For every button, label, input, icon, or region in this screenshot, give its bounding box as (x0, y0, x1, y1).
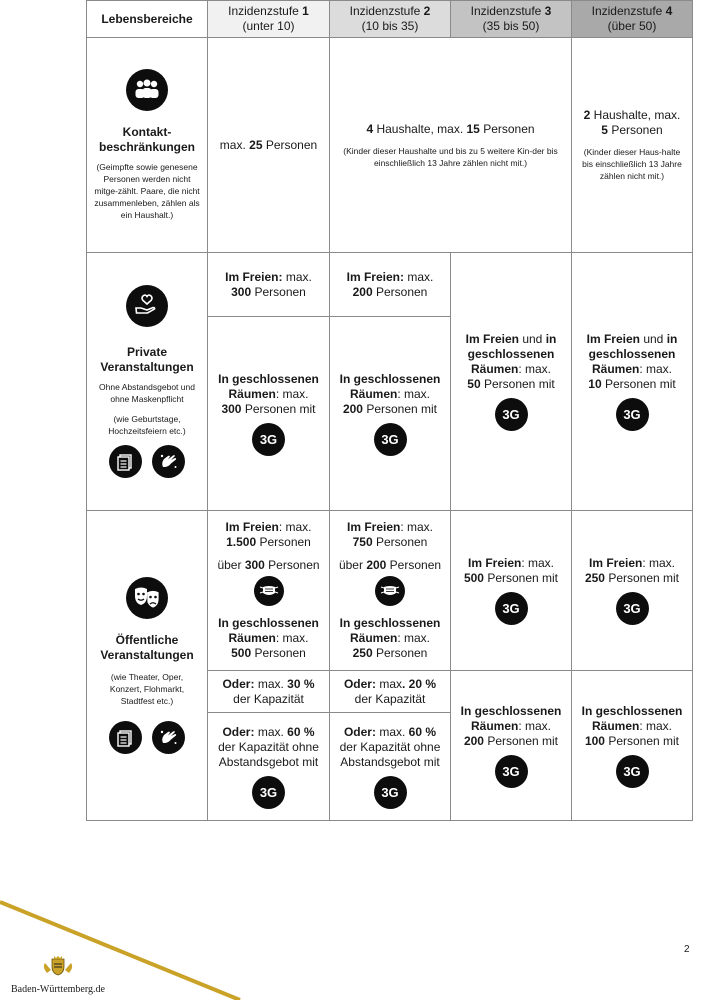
oeffentlich-stufe-2-oder-1: Oder: max. 20 % der Kapazität (330, 671, 451, 713)
oeffentlich-stufe-2-top: Im Freien: max. 750 Personen über 200 Personen In geschlossenen Räumen: max. 250 Personen (330, 511, 451, 671)
logo-text: Baden-Württemberg.de (11, 984, 105, 995)
privat-stufe-2-outdoor: Im Freien: max. 200 Personen (330, 253, 451, 317)
oeffentlich-stufe-4-indoor: In geschlossenen Räumen: max. 100 Personen mit 3G (572, 671, 693, 821)
row-oeffentlich-1 (87, 511, 693, 671)
badge-3g: 3G (495, 755, 528, 788)
badge-3g: 3G (616, 398, 649, 431)
face-mask-icon (254, 576, 284, 606)
privat-stufe-3: Im Freien und in geschlossenen Räumen: max. 50 Personen mit 3G (451, 253, 572, 511)
row-kontakt (87, 38, 693, 253)
rules-table (86, 0, 693, 821)
privat-note-1: Ohne Abstandsgebot und ohne Maskenpflicht (99, 382, 195, 404)
header-lebensbereiche: Lebensbereiche (87, 1, 208, 38)
header-stufe-4: Inzidenzstufe 4 (über 50) (572, 1, 693, 38)
privat-icons (93, 445, 201, 478)
header-stufe-3: Inzidenzstufe 3 (35 bis 50) (451, 1, 572, 38)
kontakt-note-4: (Kinder dieser Haus-halte bis einschließlich 13 Jahre zählen nicht mit.) (582, 147, 682, 181)
badge-3g: 3G (252, 423, 285, 456)
kontakt-label-cell (87, 38, 208, 253)
privat-stufe-1-indoor: In geschlossenen Räumen: max. 300 Personen mit 3G (208, 317, 330, 511)
header-stufe-2: Inzidenzstufe 2 (10 bis 35) (330, 1, 451, 38)
oeffentlich-stufe-2-oder-2: Oder: max. 60 % der Kapazität ohne Abstandsgebot mit 3G (330, 713, 451, 821)
kontakt-label: Kontakt- beschränkungen (98, 125, 196, 154)
theater-masks-icon (126, 577, 168, 619)
privat-stufe-4: Im Freien und in geschlossenen Räumen: max. 10 Personen mit 3G (572, 253, 693, 511)
header-stufe-1: Inzidenzstufe 1 (unter 10) (208, 1, 330, 38)
oeffentlich-stufe-3-indoor: In geschlossenen Räumen: max. 200 Personen mit 3G (451, 671, 572, 821)
hand-wash-icon (152, 445, 185, 478)
people-group-icon (126, 69, 168, 111)
oeffentlich-stufe-4-outdoor: Im Freien: max. 250 Personen mit 3G (572, 511, 693, 671)
badge-3g: 3G (495, 398, 528, 431)
privat-stufe-1-outdoor: Im Freien: max. 300 Personen (208, 253, 330, 317)
oeffentlich-stufe-3-outdoor: Im Freien: max. 500 Personen mit 3G (451, 511, 572, 671)
oeffentlich-note: (wie Theater, Oper, Konzert, Flohmarkt, Stadtfest etc.) (109, 672, 185, 706)
heart-hand-icon (126, 285, 168, 327)
privat-label: Private Veranstaltungen (100, 345, 194, 374)
header-row (87, 1, 693, 38)
badge-3g: 3G (616, 592, 649, 625)
privat-label-cell (87, 253, 208, 511)
badge-3g: 3G (616, 755, 649, 788)
kontakt-stufe-4: 2 Haushalte, max. 5 Personen (Kinder dieser Haus-halte bis einschließlich 13 Jahre zählen nicht mit.) (572, 38, 693, 253)
face-mask-icon (375, 576, 405, 606)
badge-3g: 3G (252, 776, 285, 809)
document-list-icon (109, 445, 142, 478)
page-number: 2 (684, 944, 690, 955)
baden-wuerttemberg-logo (8, 955, 108, 995)
privat-note-2: (wie Geburtstage, Hochzeitsfeiern etc.) (108, 414, 186, 436)
oeffentlich-stufe-1-top: Im Freien: max. 1.500 Personen über 300 Personen In geschlossenen Räumen: max. 500 Personen (208, 511, 330, 671)
kontakt-note-2-3: (Kinder dieser Haushalte und bis zu 5 weitere Kin-der bis einschließlich 13 Jahre zählen nicht mit.) (343, 145, 558, 168)
oeffentlich-stufe-1-oder-2: Oder: max. 60 % der Kapazität ohne Abstandsgebot mit 3G (208, 713, 330, 821)
kontakt-stufe-1: max. 25 Personen (208, 38, 330, 253)
badge-3g: 3G (495, 592, 528, 625)
row-privat-1 (87, 253, 693, 317)
badge-3g: 3G (374, 423, 407, 456)
document-list-icon (109, 721, 142, 754)
badge-3g: 3G (374, 776, 407, 809)
hand-wash-icon (152, 721, 185, 754)
oeffentlich-label: Öffentliche Veranstaltungen (100, 633, 194, 662)
kontakt-stufe-2-3: 4 Haushalte, max. 15 Personen (Kinder dieser Haushalte und bis zu 5 weitere Kin-der bis einschließlich 13 Jahre zählen nicht mit.) (330, 38, 572, 253)
oeffentlich-label-cell (87, 511, 208, 821)
oeffentlich-icons (93, 721, 201, 754)
privat-stufe-2-indoor: In geschlossenen Räumen: max. 200 Personen mit 3G (330, 317, 451, 511)
oeffentlich-stufe-1-oder-1: Oder: max. 30 % der Kapazität (208, 671, 330, 713)
coat-of-arms-icon (41, 955, 75, 977)
kontakt-note: (Geimpfte sowie genesene Personen werden nicht mitge-zählt. Paare, die nicht zusammenleben, zählen als ein Haushalt.) (94, 162, 200, 220)
